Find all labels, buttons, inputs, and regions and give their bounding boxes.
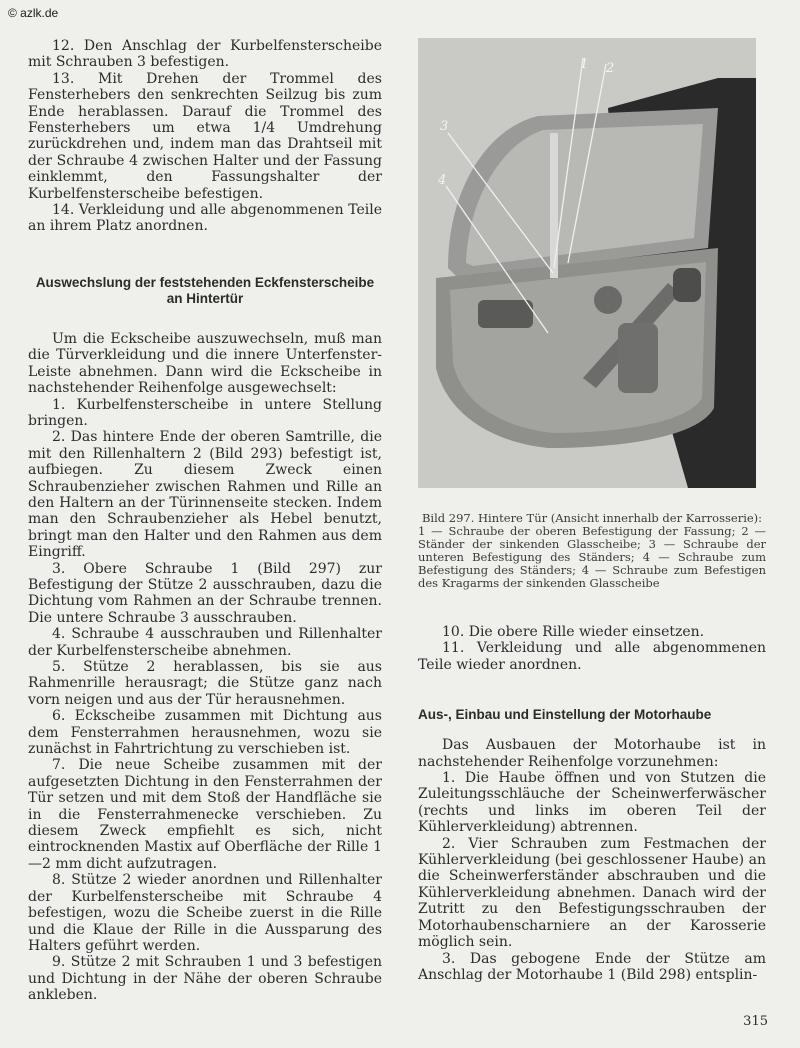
caption-legend: 1 — Schraube der oberen Befestigung der Fassung; 2 — Ständer der sinkenden Glasscheibe; 3 — Schraube der unteren Befestigung des Ständers; 4 — Schraube zum Befestigung des Ständers; 4 — Schraube zum Befestigen des Kragarms der sinkenden Glasscheibe: [418, 524, 766, 590]
paragraph: Um die Eckscheibe auszuwechseln, muß man die Türverkleidung und die innere Unterfenster-Leiste abnehmen. Dann wird die Eckscheibe in nachstehender Reihenfolge ausgewechselt:: [28, 330, 382, 397]
section-body: [28, 331, 382, 1004]
paragraph: 13. Mit Drehen der Trommel des Fensterhebers den senkrechten Seilzug bis zum Ende herablassen. Darauf die Trommel des Fensterhebers um etwa 1/4 Umdrehung zurückdrehen und, indem man das Drahtseil mit der Schraube 4 zwischen Halter und der Fassung einklemmt, den Fassungshalter der Kurbelfensterscheibe befestigen.: [28, 70, 382, 202]
paragraph: Das Ausbauen der Motorhaube ist in nachstehender Reihenfolge vorzunehmen:: [418, 737, 766, 770]
section-heading: Auswechslung der feststehenden Eckfensterscheibe an Hintertür: [35, 274, 375, 306]
paragraph: 2. Das hintere Ende der oberen Samtrille, die mit den Rillenhaltern 2 (Bild 293) befestigt ist, aufbiegen. Zu diesem Zweck einen Schraubenzieher zwischen Rahmen und Rille an den Haltern an der Türinnenseite stecken. Indem man den Schraubenzieher als Hebel benutzt, bringt man den Halter und den Rahmen aus dem Eingriff.: [28, 429, 382, 561]
paragraph: 1. Die Haube öffnen und von Stutzen die Zuleitungsschläuche der Scheinwerferwäscher (rechts und links im oberen Teil der Kühlerverkleidung) abtrennen.: [418, 770, 766, 836]
paragraph: 7. Die neue Scheibe zusammen mit der aufgesetzten Dichtung in den Fensterrahmen der Tür setzen und mit dem Stoß der Handfläche sie in die Fensterrahmenecke verschieben. Zu diesem Zweck empfiehlt es sich, nicht eintrocknenden Mastix auf Oberfläche der Rille 1—2 mm dicht aufzutragen.: [28, 757, 382, 872]
callout-1: 1: [580, 57, 589, 72]
paragraph: 8. Stütze 2 wieder anordnen und Rillenhalter der Kurbelfensterscheibe mit Schraube 4 befestigen, wozu die Scheibe zuerst in die Rille und die Klaue der Rille in die Aussparung des Halters geführt werden.: [28, 872, 382, 954]
figure-caption: [418, 512, 766, 590]
paragraph: 5. Stütze 2 herablassen, bis sie aus Rahmenrille herausragt; die Stütze ganz nach vorn neigen und aus der Tür herausnehmen.: [28, 659, 382, 708]
section-body: [418, 737, 766, 983]
callout-2: 2: [606, 61, 615, 76]
callout-3: 3: [440, 119, 449, 134]
callout-4: 4: [438, 173, 447, 188]
paragraph: 6. Eckscheibe zusammen mit Dichtung aus dem Fensterrahmen herausnehmen, wozu sie zunächst in Fahrtrichtung zu verschieben ist.: [28, 708, 382, 758]
paragraph: 2. Vier Schrauben zum Festmachen der Kühlerverkleidung (bei geschlossener Haube) an die Scheinwerferständer abschrauben und die Kühlerverkleidung abnehmen. Danach wird der Zutritt zu den Befestigungsschrauben der Motorhaubenscharniere an der Karosserie möglich sein.: [418, 835, 766, 951]
paragraph: 12. Den Anschlag der Kurbelfensterscheibe mit Schrauben 3 befestigen.: [28, 38, 382, 71]
continued-steps: [418, 624, 766, 673]
paragraph: 14. Verkleidung und alle abgenommenen Teile an ihrem Platz anordnen.: [28, 202, 382, 235]
paragraph: 1. Kurbelfensterscheibe in untere Stellung bringen.: [28, 396, 382, 429]
paragraph: 3. Das gebogene Ende der Stütze am Anschlag der Motorhaube 1 (Bild 298) entsplin-: [418, 950, 766, 983]
section-heading: Aus-, Einbau und Einstellung der Motorhaube: [418, 707, 712, 723]
paragraph: 9. Stütze 2 mit Schrauben 1 und 3 befestigen und Dichtung in der Nähe der oberen Schraube ankleben.: [28, 954, 382, 1004]
door-photo: [418, 38, 756, 488]
paragraph: 10. Die obere Rille wieder einsetzen.: [442, 624, 705, 640]
watermark: © azlk.de: [8, 6, 59, 20]
page-number: 315: [743, 1014, 768, 1029]
door-illustration: [418, 38, 756, 488]
paragraph: 11. Verkleidung und alle abgenommenen Teile wieder anordnen.: [418, 640, 766, 673]
intro-steps: [28, 38, 382, 235]
paragraph: 3. Obere Schraube 1 (Bild 297) zur Befestigung der Stütze 2 ausschrauben, dazu die Dichtung vom Rahmen an der Schraube trennen. Die untere Schraube 3 ausschrauben.: [28, 560, 382, 626]
right-column: [418, 38, 766, 983]
caption-title: Bild 297. Hintere Tür (Ansicht innerhalb der Karrosserie):: [421, 511, 763, 525]
paragraph: 4. Schraube 4 ausschrauben und Rillenhalter der Kurbelfensterscheibe abnehmen.: [28, 626, 382, 659]
left-column: [28, 38, 382, 1004]
